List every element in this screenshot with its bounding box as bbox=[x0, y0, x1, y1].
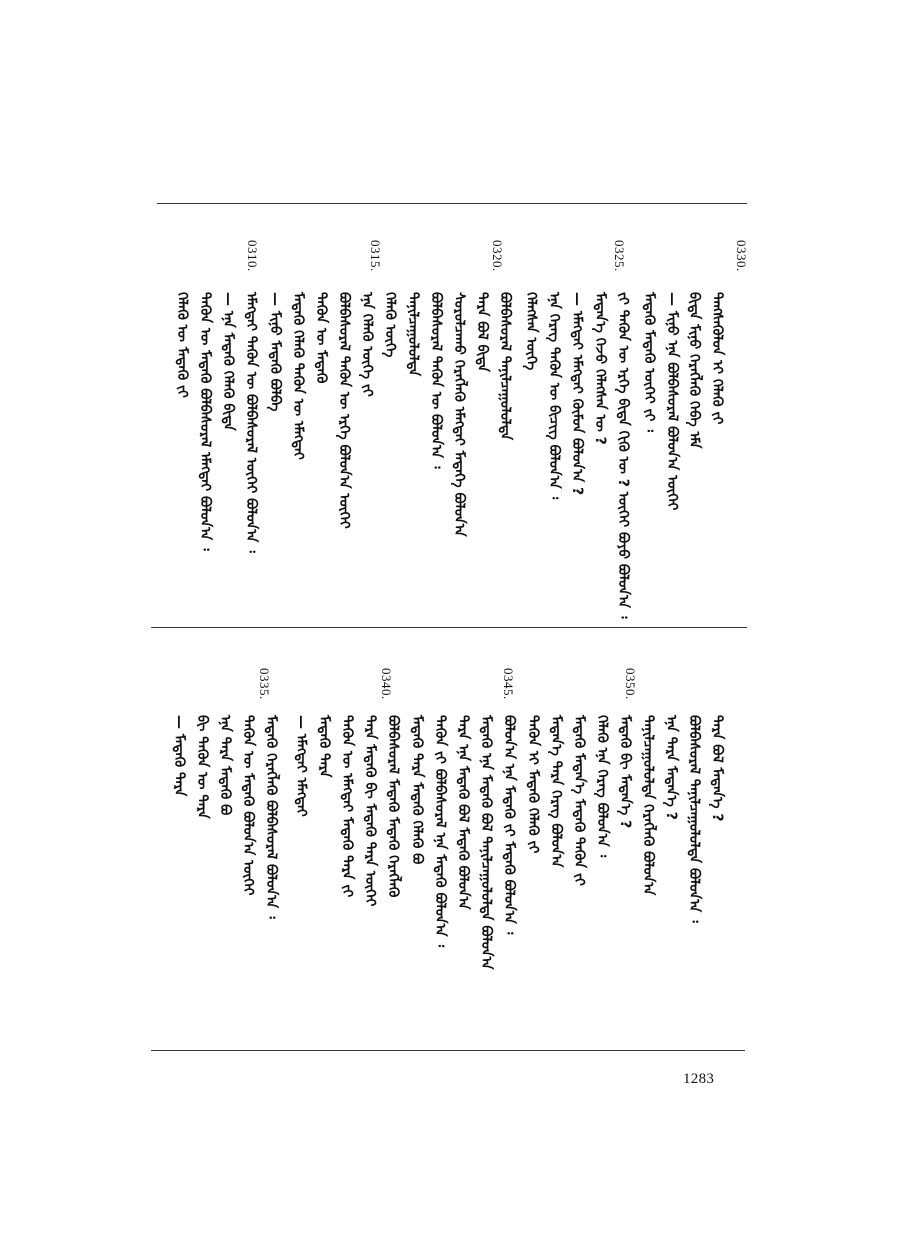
bottom-text-line: ᠪᠣᠯᠤᠨ᠎ᠠ ᠡᠨᠡ ᠮᠡᠳᠡᠬᠦ ᠶ᠋ᠢ ᠮᠡᠳᠡᠬᠦ ᠪᠣᠯᠤᠨ᠎ᠠ ᠄ bbox=[501, 715, 517, 935]
bottom-text-line: ᠮᠡᠳᠡᠬᠦ ᠲᠡᠷᠡ ᠮᠡᠳᠡᠬᠦ ᠬᠡᠯᠡᠬᠦ ᠪᠣ bbox=[409, 715, 425, 865]
top-text-line: ᠡᠨᠡ ᠬᠡᠷᠡᠭ ᠲᠡᠭᠦᠨ ᠦ ᠪᠢᠴᠢᠭ ᠪᠣᠯᠤᠨ᠎ᠠ ᠄ bbox=[546, 292, 562, 500]
top-text-line: ᠲᠡᠭᠦᠨ ᠦ ᠮᠡᠳᠡᠬᠦ bbox=[313, 292, 329, 384]
top-text-line: ᠪᠣᠯᠪᠠᠰᠤᠷᠠᠯ ᠲᠡᠭᠦᠨ ᠦ ᠡᠷᠬᠡ ᠪᠣᠯᠤᠨ᠎ᠠ ᠦᠭᠡᠢ bbox=[336, 292, 352, 529]
bottom-text-line: — ᠡᠮᠡᠭᠲᠡᠢ ᠡᠮᠡᠭᠲᠡᠢ bbox=[293, 715, 309, 817]
bottom-text-line: ᠪᠣᠯᠪᠠᠰᠤᠷᠠᠯ ᠲᠠᠨᠢᠯᠴᠠᠭᠤᠯᠤᠯᠲᠠ ᠪᠣᠯᠤᠨ᠎ᠠ ᠄ bbox=[686, 715, 702, 923]
bottom-text-line: ᠲᠡᠷᠡ ᠡᠨᠡ ᠮᠡᠳᠡᠬᠦ ᠪᠣᠯ ᠮᠡᠳᠡᠬᠦ ᠪᠣᠯᠤᠨ᠎ᠠ bbox=[455, 715, 471, 910]
top-entry-number: 0310. bbox=[245, 240, 260, 272]
bottom-entry-number: 0335. bbox=[257, 668, 272, 700]
top-text-line: ᠮᠡᠳᠡᠬᠦ ᠬᠡᠯᠡᠬᠦ ᠲᠡᠭᠦᠨ ᠦ ᠡᠮᠡᠭᠲᠡᠢ bbox=[290, 292, 306, 460]
top-text-line: ᠲᠡᠷᠡ ᠪᠣᠯ ᠪᠢᠳᠡ bbox=[474, 292, 490, 372]
bottom-entry-number: 0345. bbox=[501, 668, 516, 700]
bottom-entry-number: 0350. bbox=[623, 668, 638, 700]
top-text-line: ᠡᠨᠡ ᠬᠡᠯᠡᠬᠦ ᠦᠭᠡ ᠶ᠋ᠢ bbox=[359, 292, 375, 397]
top-text-line: ᠪᠣᠯᠪᠠᠰᠤᠷᠠᠯ ᠲᠡᠭᠦᠨ ᠦ ᠪᠣᠯᠤᠨ᠎ᠠ ᠄ bbox=[428, 292, 444, 469]
top-entry-number: 0325. bbox=[612, 240, 627, 272]
top-entry-number: 0320. bbox=[490, 240, 505, 272]
top-text-line: ᠶ᠋ᠢ ᠲᠡᠭᠦᠨ ᠦ ᠡᠷᠬᠡ ᠪᠢᠳᠡ ᠬᠢᠬᠦ ᠦ ? ᠦᠭᠡᠢ ᠪᠤᠶᠤ ᠪᠣᠯᠤᠨ᠎ᠠ ᠄ bbox=[615, 292, 631, 619]
bottom-text-line: ᠲᠠᠨᠢᠯᠴᠠᠭᠤᠯᠤᠯᠲᠠ ᠬᠡᠷᠡᠭᠯᠡᠬᠦ ᠪᠣᠯᠤᠨ᠎ᠠ bbox=[640, 715, 656, 896]
top-entry-number: 0315. bbox=[368, 240, 383, 272]
bottom-text-line: ᠡᠨᠡ ᠲᠡᠷᠡ ᠮᠡᠳᠡᠨ᠎ᠡ ? bbox=[663, 715, 679, 820]
middle-divider-rule bbox=[151, 627, 747, 628]
bottom-text-line: ᠲᠡᠭᠦᠨ ᠦ ᠡᠮᠡᠭᠲᠡᠢ ᠮᠡᠳᠡᠬᠦ ᠲᠡᠷᠡ ᠶ᠋ᠢ bbox=[339, 715, 355, 898]
top-text-line: ᠮᠡᠳᠡᠨ᠎ᠡ ᠭᠡᠵᠦ ᠬᠡᠯᠡᠭᠰᠡᠨ ᠦ ? bbox=[592, 292, 608, 445]
bottom-text-line: ᠲᠡᠭᠦᠨ ᠢ ᠮᠡᠳᠡᠬᠦ ᠬᠡᠯᠡᠬᠦ ᠶ᠋ᠢ bbox=[525, 715, 541, 854]
bottom-text-line: ᠬᠡᠯᠡᠬᠦ ᠡᠨᠡ ᠬᠡᠷᠡᠭ ᠪᠣᠯᠤᠨ᠎ᠠ ᠄ bbox=[594, 715, 610, 858]
top-text-line: ᠰᠤᠷᠤᠯᠴᠠᠬᠤ ᠬᠡᠷᠡᠭᠯᠡᠬᠦ ᠡᠮᠡᠭᠲᠡᠢ ᠮᠡᠳᠡᠭᠡ ᠪᠣᠯᠤᠨ᠎ᠠ bbox=[451, 292, 467, 537]
bottom-text-line: ᠮᠡᠳᠡᠬᠦ ᠬᠡᠷᠡᠭᠯᠡᠬᠦ ᠪᠣᠯᠪᠠᠰᠤᠷᠠᠯ ᠪᠣᠯᠤᠨ᠎ᠠ ᠄ bbox=[263, 715, 279, 919]
bottom-text-line: ᠲᠡᠭᠦᠨ ᠶ᠋ᠢ ᠪᠣᠯᠪᠠᠰᠤᠷᠠᠯ ᠡᠨᠡ ᠮᠡᠳᠡᠬᠦ ᠪᠣᠯᠤᠨ᠎ᠠ ᠄ bbox=[432, 715, 448, 948]
top-text-line: ᠲᠠᠨᠢᠯᠴᠠᠭᠤᠯᠤᠯᠲᠠ bbox=[405, 292, 421, 377]
top-text-line: ᠮᠡᠳᠡᠬᠦ ᠮᠡᠳᠡᠬᠦ ᠦᠭᠡᠢ ᠶ᠋ᠢ ᠄ bbox=[641, 292, 657, 432]
top-text-line: ᠪᠣᠯᠪᠠᠰᠤᠷᠠᠯ ᠲᠠᠨᠢᠯᠴᠠᠭᠤᠯᠤᠯᠲᠠ bbox=[497, 292, 513, 441]
top-divider-rule bbox=[157, 203, 747, 204]
top-text-line: — ᠮᠢᠨᠦ ᠮᠡᠳᠡᠬᠦ ᠪᠣᠯᠪᠠ bbox=[267, 292, 283, 412]
bottom-divider-rule bbox=[151, 1050, 745, 1051]
top-text-line: — ᠡᠨᠡ ᠮᠡᠳᠡᠬᠦ ᠬᠡᠯᠡᠬᠦ ᠪᠢᠳᠡ bbox=[220, 292, 236, 431]
bottom-text-line: ᠮᠡᠳᠡᠬᠦ ᠲᠡᠷᠡ bbox=[316, 715, 332, 778]
page-number: 1283 bbox=[683, 1071, 715, 1087]
bottom-text-line: ᠮᠡᠳᠡᠬᠦ ᠡᠨᠡ ᠮᠡᠳᠡᠬᠦ ᠪᠣᠯ ᠲᠠᠨᠢᠯᠴᠠᠭᠤᠯᠤᠯᠲᠠ ᠪᠣᠯᠤᠨ᠎ᠠ bbox=[478, 715, 494, 970]
top-text-line: ᠬᠡᠯᠡᠬᠦ ᠦᠭᠡ bbox=[382, 292, 398, 358]
top-text-line: — ᠮᠢᠨᠦ ᠡᠨᠡ ᠪᠣᠯᠪᠠᠰᠤᠷᠠᠯ ᠪᠣᠯᠤᠨ᠎ᠠ ᠦᠭᠡᠢ bbox=[664, 292, 680, 511]
bottom-text-line: ᠪᠣᠯᠪᠠᠰᠤᠷᠠᠯ ᠮᠡᠳᠡᠬᠦ ᠮᠡᠳᠡᠬᠦ ᠬᠡᠷᠡᠭᠯᠡᠬᠦ bbox=[385, 715, 401, 898]
top-text-line: — ᠡᠮᠡᠭᠲᠡᠢ ᠡᠮᠡᠭᠲᠡᠢ ᠬᠦᠮᠦᠨ ᠪᠣᠯᠤᠨ᠎ᠠ ? bbox=[569, 292, 585, 496]
bottom-text-line: ᠲᠡᠷᠡ ᠮᠡᠳᠡᠬᠦ ᠪᠢ ᠮᠡᠳᠡᠬᠦ ᠲᠡᠷᠡ ᠦᠭᠡᠢ bbox=[362, 715, 378, 907]
bottom-text-line: ᠮᠡᠳᠡᠬᠦ ᠪᠢ ᠮᠡᠳᠡᠨ᠎ᠡ ? bbox=[617, 715, 633, 829]
top-text-line: ᠬᠡᠯᠡᠭᠰᠡᠨ ᠦᠭᠡ bbox=[523, 292, 539, 371]
top-text-line: ᠲᠡᠭᠦᠨ ᠦ ᠮᠡᠳᠡᠬᠦ ᠪᠣᠯᠪᠠᠰᠤᠷᠠᠯ ᠡᠮᠡᠭᠲᠡᠢ ᠪᠣᠯᠤᠨ᠎ᠠ ᠄ bbox=[197, 292, 213, 551]
bottom-entry-number: 0340. bbox=[379, 668, 394, 700]
bottom-text-line: ᠮᠡᠳᠡᠨ᠎ᠡ ᠲᠡᠷᠡ ᠬᠡᠷᠡᠭ ᠪᠣᠯᠤᠨ᠎ᠠ bbox=[548, 715, 564, 868]
bottom-text-line: ᠲᠡᠷᠡ ᠪᠣᠯ ᠮᠡᠳᠡᠨ᠎ᠡ ? bbox=[709, 715, 725, 822]
top-text-line: ᠬᠡᠯᠡᠬᠦ ᠦ ᠮᠡᠳᠡᠬᠦ ᠶ᠋ᠢ bbox=[174, 292, 190, 398]
bottom-text-line: ᠡᠨᠡ ᠲᠡᠷᠡ ᠮᠡᠳᠡᠬᠦ ᠪᠣ bbox=[217, 715, 233, 816]
bottom-text-line: ᠪᠢ ᠲᠡᠭᠦᠨ ᠦ ᠲᠡᠷᠡ bbox=[194, 715, 210, 819]
bottom-text-line: — ᠮᠡᠳᠡᠬᠦ ᠲᠡᠷᠡ bbox=[171, 715, 187, 797]
top-text-line: ᠡᠮᠡᠭᠲᠡᠢ ᠲᠡᠭᠦᠨ ᠦ ᠪᠣᠯᠪᠠᠰᠤᠷᠠᠯ ᠦᠭᠡᠢ ᠪᠣᠯᠤᠨ᠎ᠠ ᠄ bbox=[243, 292, 259, 553]
bottom-text-line: ᠮᠡᠳᠡᠬᠦ ᠮᠡᠳᠡᠨ᠎ᠡ ᠮᠡᠳᠡᠬᠦ ᠲᠡᠭᠦᠨ ᠶ᠋ᠢ bbox=[571, 715, 587, 886]
bottom-text-line: ᠲᠡᠭᠦᠨ ᠦ ᠮᠡᠳᠡᠬᠦ ᠪᠣᠯᠤᠨ᠎ᠠ ᠦᠭᠡᠢ bbox=[240, 715, 256, 896]
top-text-line: ᠲᠡᠩᠰᠡᠭᠦᠯᠦᠨ ᠡᠢ ᠬᠡᠯᠡᠬᠦ ᠶ᠋ᠢ bbox=[709, 292, 725, 425]
top-entry-number: 0330. bbox=[734, 240, 749, 272]
top-text-line: ᠪᠢᠳᠡ ᠮᠢᠨᠦ ᠬᠡᠷᠡᠭᠯᠡᠬᠦ ᠭᠡᠪᠡ ᠡᠮᠡ bbox=[686, 292, 702, 449]
